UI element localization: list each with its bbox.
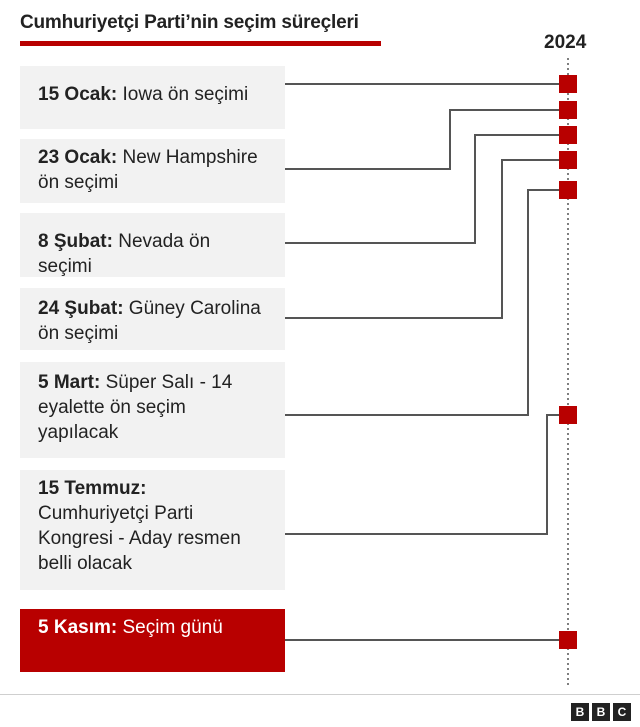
logo-block: C <box>613 703 631 721</box>
event-box-3 <box>20 213 285 277</box>
marker-6 <box>559 406 577 424</box>
chart-title: Cumhuriyetçi Parti’nin seçim süreçleri <box>20 12 359 33</box>
marker-1 <box>559 75 577 93</box>
event-text: Süper Salı - 14 eyalette ön seçim yapılacak <box>38 372 233 443</box>
marker-5 <box>559 181 577 199</box>
logo-block: B <box>592 703 610 721</box>
event-box-6 <box>20 470 285 590</box>
event-box-4 <box>20 288 285 350</box>
marker-3 <box>559 126 577 144</box>
bbc-logo <box>571 703 631 721</box>
event-text: Seçim günü <box>117 617 223 638</box>
footer-divider <box>0 694 640 695</box>
event-text: Cumhuriyetçi Parti Kongresi - Aday resmen belli olacak <box>38 503 241 574</box>
marker-7 <box>559 631 577 649</box>
event-text: New Hampshire ön seçimi <box>38 147 258 193</box>
marker-2 <box>559 101 577 119</box>
event-date: 24 Şubat: <box>38 298 124 319</box>
event-box-5 <box>20 362 285 458</box>
event-box-2 <box>20 139 285 203</box>
connector-3 <box>285 135 568 243</box>
event-date: 15 Ocak: <box>38 84 118 105</box>
event-date: 5 Kasım: <box>38 617 118 638</box>
connector-4 <box>285 160 568 318</box>
event-text: Nevada ön seçimi <box>38 231 211 277</box>
event-text: Iowa ön seçimi <box>117 84 249 105</box>
connector-5 <box>285 190 568 415</box>
year-label: 2024 <box>544 32 587 53</box>
connector-6 <box>285 415 568 534</box>
event-box-1 <box>20 66 285 129</box>
event-box-7 <box>20 609 285 672</box>
logo-block: B <box>571 703 589 721</box>
event-date: 15 Temmuz: <box>38 478 147 499</box>
event-date: 23 Ocak: <box>38 147 118 168</box>
event-date: 5 Mart: <box>38 372 101 393</box>
event-date: 8 Şubat: <box>38 231 113 252</box>
marker-4 <box>559 151 577 169</box>
event-text: Güney Carolina ön seçimi <box>38 298 261 344</box>
